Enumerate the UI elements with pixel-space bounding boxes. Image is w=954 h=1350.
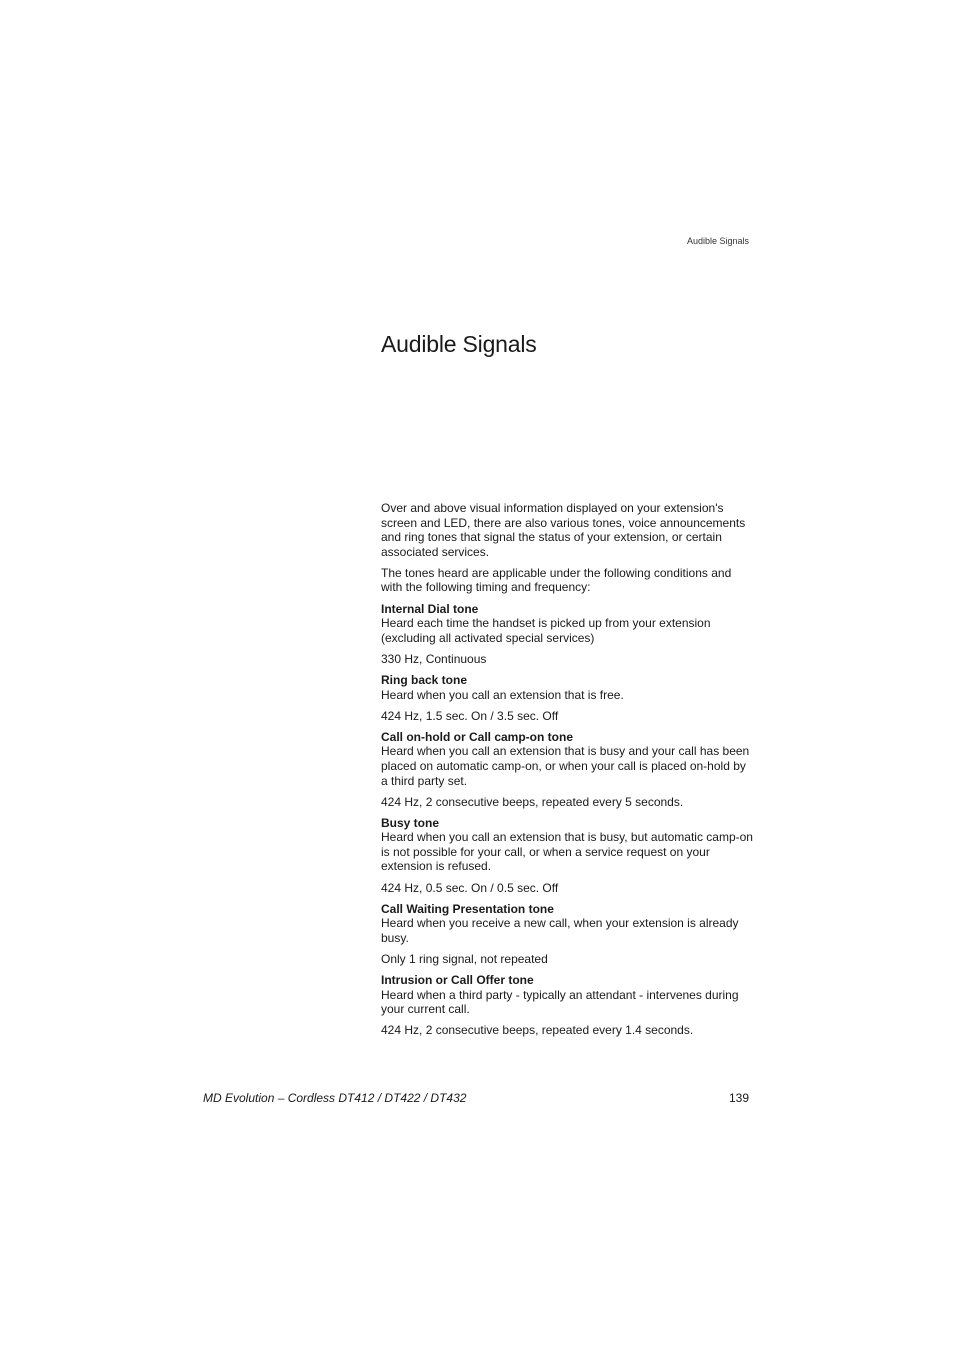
tone-section-call-waiting	[381, 902, 753, 946]
tone-spec: 330 Hz, Continuous	[381, 651, 487, 666]
tone-section-call-on-hold	[381, 730, 753, 788]
tone-spec: Only 1 ring signal, not repeated	[381, 951, 548, 966]
intro-paragraph: Over and above visual information displayed on your extension's screen and LED, there are also various tones, voice announcements and ring tones that signal the status of your extension, or certain associated services.	[381, 501, 746, 559]
tone-heading: Call on-hold or Call camp-on tone	[381, 729, 573, 744]
tone-description: Heard each time the handset is picked up from your extension (excluding all activated special services)	[381, 616, 711, 645]
intro-paragraph: The tones heard are applicable under the following conditions and with the following timing and frequency:	[381, 565, 732, 595]
page-title: Audible Signals	[381, 331, 537, 357]
page-number: 139	[728, 1091, 749, 1105]
tone-section-busy	[381, 816, 753, 874]
tone-section-intrusion	[381, 973, 753, 1017]
tone-description: Heard when a third party - typically an attendant - intervenes during your current call.	[381, 987, 739, 1017]
footer-title: MD Evolution – Cordless DT412 / DT422 / DT432	[203, 1091, 467, 1105]
running-header: Audible Signals	[686, 236, 749, 246]
tone-heading: Ring back tone	[381, 672, 468, 687]
tone-description: Heard when you call an extension that is busy, but automatic camp-on is not possible for your call, or when a service request on your extension is refused.	[381, 830, 753, 874]
tone-description: Heard when you receive a new call, when your extension is already busy.	[381, 916, 739, 945]
body-text	[381, 501, 753, 1044]
tone-spec: 424 Hz, 2 consecutive beeps, repeated every 5 seconds.	[381, 794, 684, 809]
tone-description: Heard when you call an extension that is free.	[381, 687, 624, 702]
tone-description: Heard when you call an extension that is busy and your call has been placed on automatic camp-on, or when your call is placed on-hold by a third party set.	[381, 744, 750, 788]
tone-spec: 424 Hz, 1.5 sec. On / 3.5 sec. Off	[381, 708, 559, 723]
tone-heading: Call Waiting Presentation tone	[381, 901, 554, 916]
tone-heading: Internal Dial tone	[381, 601, 479, 616]
tone-spec: 424 Hz, 0.5 sec. On / 0.5 sec. Off	[381, 880, 559, 895]
tone-section-internal-dial	[381, 602, 753, 646]
tone-heading: Intrusion or Call Offer tone	[381, 973, 534, 988]
tone-heading: Busy tone	[381, 815, 440, 830]
tone-spec: 424 Hz, 2 consecutive beeps, repeated every 1.4 seconds.	[381, 1023, 694, 1038]
tone-section-ring-back	[381, 673, 753, 702]
